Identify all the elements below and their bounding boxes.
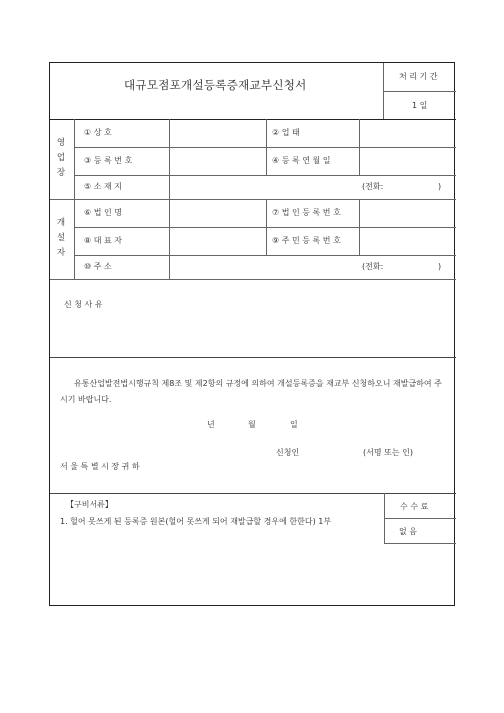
reason-label: 신 청 사 유 bbox=[64, 300, 103, 309]
info-table-bottom-line bbox=[50, 279, 456, 280]
recipient: 서 울 특 별 시 장 귀 하 bbox=[60, 462, 140, 471]
attachments-header: 【구비서류】 bbox=[66, 500, 113, 509]
business-section-label: 영 업 장 bbox=[56, 138, 66, 178]
row-line-3 bbox=[74, 227, 456, 228]
statement-text: 유통산업발전법시행규칙 제8조 및 제2항의 규정에 의하여 개설등록증을 재교부 신청하오니 재발급하여 주시기 바랍니다. bbox=[60, 379, 442, 404]
statement-bottom-line bbox=[50, 493, 456, 494]
registration-number-label: ③ 등 록 번 호 bbox=[84, 156, 133, 165]
registration-date-label: ④ 등 록 연 월 일 bbox=[272, 156, 331, 165]
business-name-label: ① 상 호 bbox=[84, 128, 112, 137]
section-divider bbox=[50, 199, 456, 200]
signature-label: (서명 또는 인) bbox=[363, 448, 413, 457]
row-line-4 bbox=[74, 255, 456, 256]
header-bottom-line bbox=[50, 119, 456, 120]
applicant-section-label: 개 설 자 bbox=[56, 218, 66, 258]
business-phone-label: (전화: bbox=[362, 182, 384, 191]
row-line-2 bbox=[74, 175, 456, 176]
processing-period-value: 1 일 bbox=[412, 101, 428, 110]
fee-row-line bbox=[384, 518, 456, 519]
application-form bbox=[49, 62, 455, 606]
form-title: 대규모점포개설등록증재교부신청서 bbox=[124, 78, 307, 92]
business-phone-close: ) bbox=[438, 182, 442, 191]
attachment-item: 1. 헐어 못쓰게 된 등록증 원본(헐어 못쓰게 되어 재발급할 경우에 한한다) 1부 bbox=[60, 517, 332, 526]
location-label: ⑤ 소 재 지 bbox=[84, 182, 122, 191]
corporation-number-label: ⑦ 법 인 등 록 번 호 bbox=[272, 208, 341, 217]
fee-label: 수 수 료 bbox=[400, 502, 429, 511]
fee-bottom-line bbox=[384, 543, 456, 544]
fee-value: 없 음 bbox=[399, 527, 417, 536]
row-line-1 bbox=[74, 147, 456, 148]
applicant-phone-label: (전화: bbox=[362, 262, 384, 271]
corporation-name-label: ⑥ 법 인 명 bbox=[84, 208, 122, 217]
date-day: 일 bbox=[290, 420, 298, 429]
date-month: 월 bbox=[248, 420, 256, 429]
representative-label: ⑧ 대 표 자 bbox=[84, 236, 122, 245]
business-type-label: ② 업 태 bbox=[272, 128, 300, 137]
address-label: ⑩ 주 소 bbox=[84, 262, 112, 271]
applicant-phone-close: ) bbox=[438, 262, 442, 271]
processing-divider bbox=[383, 91, 456, 92]
resident-number-label: ⑨ 주 민 등 록 번 호 bbox=[272, 236, 341, 245]
reason-bottom-line bbox=[50, 357, 456, 358]
date-year: 년 bbox=[207, 420, 215, 429]
applicant-label: 신청인 bbox=[276, 448, 300, 457]
processing-period-label: 처 리 기 간 bbox=[399, 72, 438, 81]
